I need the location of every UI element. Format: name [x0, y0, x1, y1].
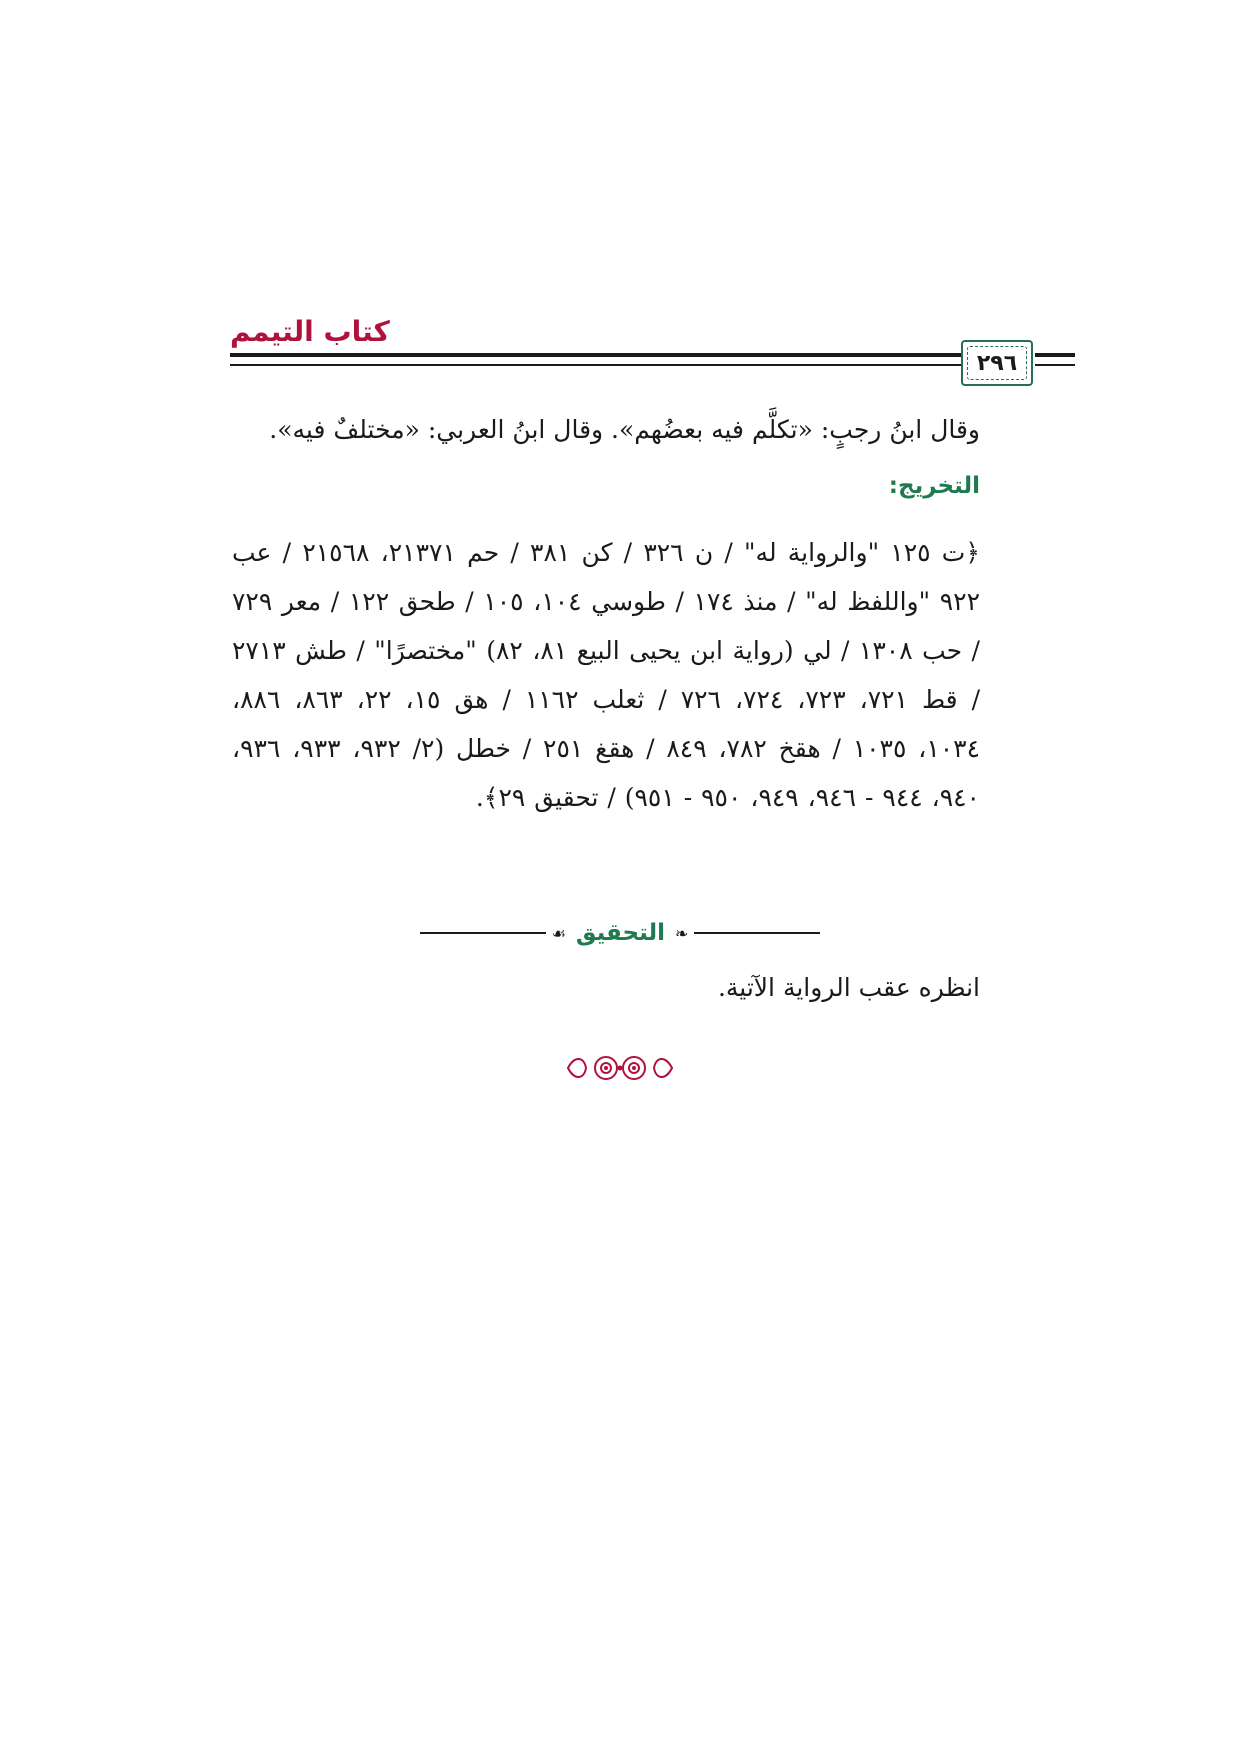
- page-number-frame: [961, 340, 1033, 386]
- divider-line-right: [694, 932, 820, 934]
- takhrij-paragraph: ﴿ت ١٢٥ "والرواية له" / ن ٣٢٦ / كن ٣٨١ / حم ٢١٣٧١، ٢١٥٦٨ / عب ٩٢٢ "واللفظ له" / منذ ١٧٤ / طوسي ١٠٤، ١٠٥ / طحق ١٢٢ / معر ٧٢٩ / حب ١٣٠٨ / لي (رواية ابن يحيى البيع ٨١، ٨٢) "مختصرًا" / طش ٢٧١٣ / قط ٧٢١، ٧٢٣، ٧٢٤، ٧٢٦ / ثعلب ١١٦٢ / هق ١٥، ٢٢، ٨٦٣، ٨٨٦، ١٠٣٤، ١٠٣٥ / هقخ ٧٨٢، ٨٤٩ / هقغ ٢٥١ / خطل (٢/ ٩٣٢، ٩٣٣، ٩٣٦، ٩٤٠، ٩٤٤ - ٩٤٦، ٩٤٩، ٩٥٠ - ٩٥١) / تحقيق ٢٩﴾.: [232, 538, 981, 812]
- chapter-title: كتاب التيمم: [230, 315, 390, 348]
- tahqiq-divider: [420, 918, 820, 948]
- floral-ornament-icon: [560, 1050, 680, 1086]
- end-ornament-icon: [520, 1048, 720, 1088]
- takhrij-heading: التخريج:: [888, 473, 980, 499]
- tahqiq-paragraph: انظره عقب الرواية الآتية.: [717, 973, 980, 1002]
- scroll-ornament-icon: ❧: [675, 923, 689, 943]
- intro-paragraph: وقال ابنُ رجبٍ: «تكلَّم فيه بعضُهم». وقال ابنُ العربي: «مختلفٌ فيه».: [269, 415, 980, 444]
- header-rule-top: [230, 353, 961, 357]
- divider-line-left: [420, 932, 546, 934]
- header-rule-bottom: [230, 364, 961, 366]
- page-number: ٢٩٦: [976, 350, 1018, 376]
- scroll-ornament-icon: ☙: [551, 923, 566, 943]
- header-rule-right-top: [1035, 353, 1075, 357]
- tahqiq-heading: التحقيق: [575, 920, 666, 946]
- header-rule-right-bottom: [1035, 364, 1075, 366]
